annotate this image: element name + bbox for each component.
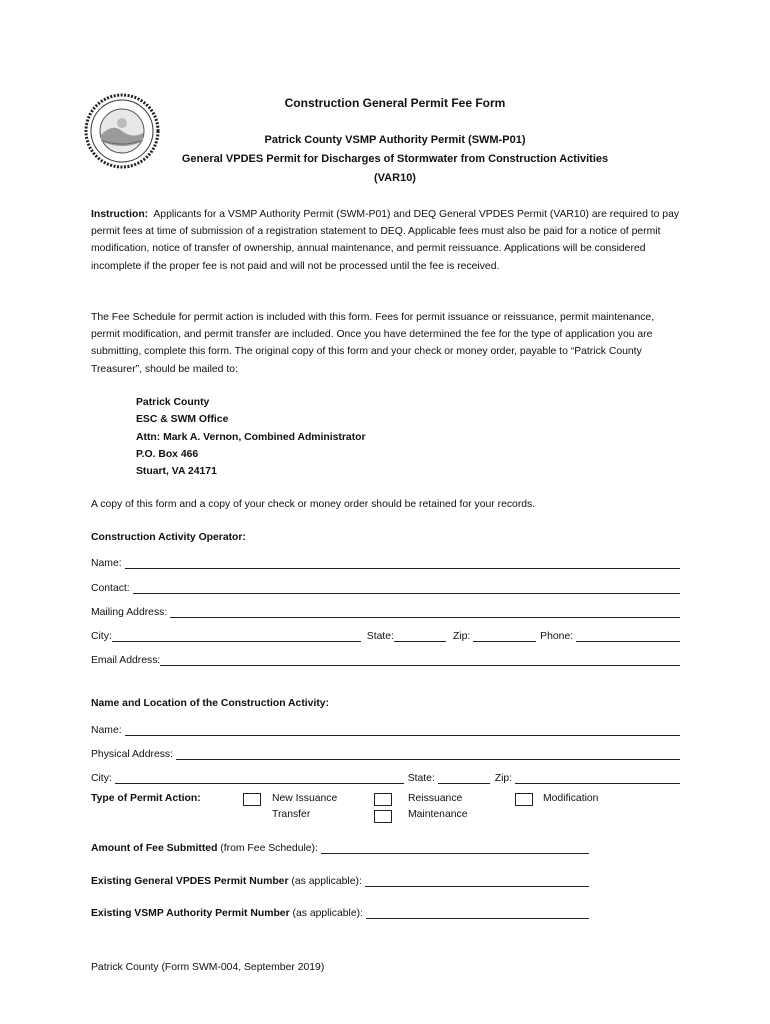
activity-physical-field[interactable] (176, 748, 680, 760)
operator-zip-label: Zip: (452, 631, 471, 642)
permit-action-label: Type of Permit Action: (91, 793, 201, 804)
operator-phone-label: Phone: (540, 631, 574, 642)
mailing-address-block (136, 394, 366, 480)
operator-state-field[interactable] (394, 630, 446, 642)
operator-city-label: City: (91, 631, 112, 642)
vpdes-number-row (91, 871, 589, 887)
operator-city-row (91, 626, 680, 642)
address-line: Stuart, VA 24171 (136, 466, 217, 478)
operator-state-label: State: (366, 631, 394, 642)
operator-mailing-field[interactable] (170, 606, 680, 618)
operator-section-heading: Construction Activity Operator: (91, 532, 246, 543)
form-footer: Patrick County (Form SWM-004, September 2019) (91, 962, 325, 973)
activity-zip-label: Zip: (494, 773, 513, 784)
operator-contact-row (91, 578, 680, 594)
fee-amount-field[interactable] (321, 842, 589, 854)
activity-state-label: State: (407, 773, 435, 784)
address-line: P.O. Box 466 (136, 448, 199, 460)
address-line: Patrick County (136, 397, 210, 408)
activity-name-field[interactable] (125, 724, 681, 736)
operator-mailing-label: Mailing Address: (91, 607, 168, 618)
operator-city-field[interactable] (112, 630, 361, 642)
vpdes-number-label: Existing General VPDES Permit Number (as applicable): (91, 876, 362, 887)
operator-contact-label: Contact: (91, 583, 130, 594)
new-issuance-label: New Issuance (272, 793, 338, 804)
form-subtitle-permit: Patrick County VSMP Authority Permit (SWM-P01) (264, 134, 526, 146)
vsmp-number-row (91, 903, 589, 919)
maintenance-label: Maintenance (408, 809, 468, 820)
copy-retain-note: A copy of this form and a copy of your check or money order should be retained for your records. (91, 499, 536, 510)
instruction-label: Instruction: (91, 209, 149, 220)
modification-checkbox[interactable] (515, 793, 533, 806)
vsmp-number-label: Existing VSMP Authority Permit Number (as applicable): (91, 908, 363, 919)
activity-physical-row (91, 744, 680, 760)
instruction-text: Applicants for a VSMP Authority Permit (SWM-P01) and DEQ General VPDES Permit (VAR10) are required to pay permit fees at time of submission of a registration statement to DEQ. Applicable fees must also be paid for a notice of permit modification, notice of transfer of ownership, annual maintenance, and permit reissuance. Applications will be considered incomplete if the proper fee is not paid and will not be processed until the fee is received. (91, 209, 680, 272)
address-line: ESC & SWM Office (136, 414, 229, 426)
transfer-label: Transfer (272, 809, 311, 820)
activity-state-field[interactable] (438, 772, 490, 784)
activity-city-row (91, 768, 680, 784)
operator-name-field[interactable] (125, 557, 681, 569)
reissuance-label: Reissuance (408, 793, 463, 804)
operator-mailing-row (91, 602, 680, 618)
new-issuance-checkbox[interactable] (243, 793, 261, 806)
operator-email-field[interactable] (160, 654, 680, 666)
fee-amount-row (91, 838, 589, 854)
maintenance-checkbox[interactable] (374, 810, 392, 823)
operator-name-label: Name: (91, 558, 122, 569)
form-subtitle-var10: (VAR10) (374, 172, 416, 184)
reissuance-checkbox[interactable] (374, 793, 392, 806)
activity-name-label: Name: (91, 725, 122, 736)
operator-email-row (91, 650, 680, 666)
address-line: Attn: Mark A. Vernon, Combined Administrator (136, 431, 366, 443)
fee-schedule-paragraph: The Fee Schedule for permit action is included with this form. Fees for permit issuance or reissuance, permit maintenance, permit modification, and permit transfer are included. Once you have determined the fee for the type of application you are submitting, complete this form. The original copy of this form and your check or money order, payable to “Patrick County Treasurer”, should be mailed to: (91, 312, 655, 375)
form-subtitle-vpdes: General VPDES Permit for Discharges of Stormwater from Construction Activities (181, 153, 609, 165)
vsmp-number-field[interactable] (366, 907, 589, 919)
operator-zip-field[interactable] (473, 630, 536, 642)
operator-contact-field[interactable] (133, 582, 680, 594)
activity-section-heading: Name and Location of the Construction Activity: (91, 698, 330, 709)
instruction-paragraph (91, 206, 683, 275)
activity-name-row (91, 720, 680, 736)
activity-physical-label: Physical Address: (91, 749, 174, 760)
fee-amount-label: Amount of Fee Submitted (from Fee Schedule): (91, 843, 318, 854)
activity-zip-field[interactable] (515, 772, 680, 784)
activity-city-field[interactable] (115, 772, 404, 784)
modification-label: Modification (543, 793, 599, 804)
vpdes-number-field[interactable] (365, 875, 589, 887)
activity-city-label: City: (91, 773, 112, 784)
operator-name-row (91, 553, 680, 569)
form-title: Construction General Permit Fee Form (284, 96, 506, 110)
operator-email-label: Email Address: (91, 655, 161, 666)
operator-phone-field[interactable] (576, 630, 680, 642)
